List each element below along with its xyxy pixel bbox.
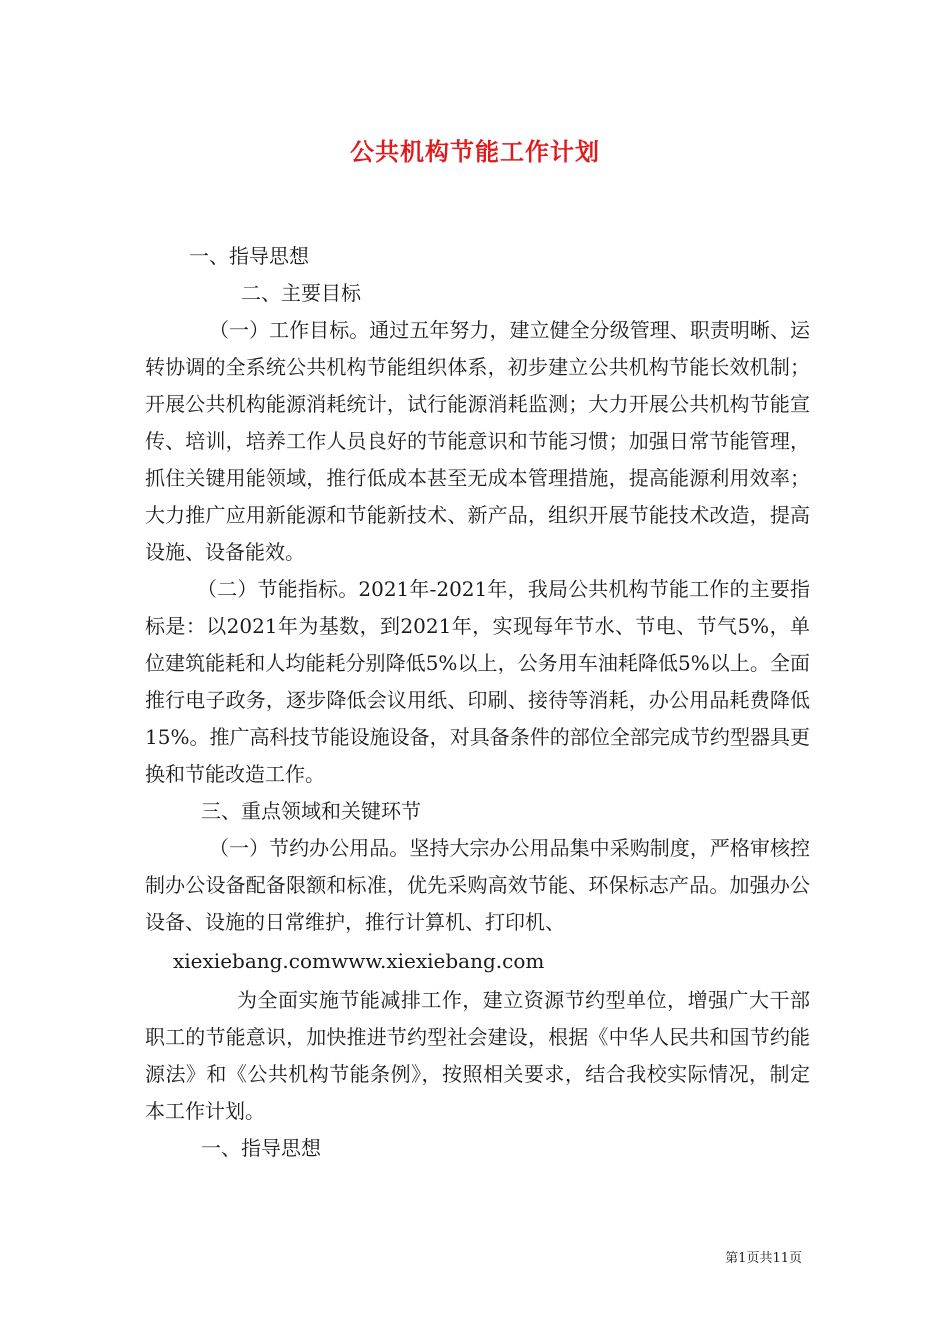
section-heading-guiding-thought-2: 一、指导思想 [201, 1136, 321, 1160]
paragraph-intro: 为全面实施节能减排工作，建立资源节约型单位，增强广大干部职工的节能意识，加快推进节约型社会建设，根据《中华人民共和国节约能源法》和《公共机构节能条例》，按照相关要求，结合我校实际情况，制定本工作计划。 [145, 988, 810, 1123]
paragraph-energy-indicators: （二）节能指标。2021年-2021年，我局公共机构节能工作的主要指标是：以2021年为基数，到2021年，实现每年节水、节电、节气5%，单位建筑能耗和人均能耗分别降低5%以上，公务用车油耗降低5%以上。全面推行电子政务，逐步降低会议用纸、印刷、接待等消耗，办公用品耗费降低15%。推广高科技节能设施设备，对具备条件的部位全部完成节约型器具更换和节能改造工作。 [145, 577, 810, 786]
section-heading-key-areas: 三、重点领域和关键环节 [201, 799, 421, 823]
page-number: 第1页共11页 [725, 1251, 802, 1266]
section-heading-main-goals: 二、主要目标 [241, 281, 361, 305]
document-title: 公共机构节能工作计划 [350, 137, 600, 166]
paragraph-work-goals: （一）工作目标。通过五年努力，建立健全分级管理、职责明晰、运转协调的全系统公共机构节能组织体系，初步建立公共机构节能长效机制；开展公共机构能源消耗统计，试行能源消耗监测；大力开展公共机构节能宣传、培训，培养工作人员良好的节能意识和节能习惯；加强日常节能管理，抓住关键用能领域，推行低成本甚至无成本管理措施，提高能源利用效率；大力推广应用新能源和节能新技术、新产品，组织开展节能技术改造，提高设施、设备能效。 [145, 318, 810, 564]
paragraph-office-supplies: （一）节约办公用品。坚持大宗办公用品集中采购制度，严格审核控制办公设备配备限额和标准，优先采购高效节能、环保标志产品。加强办公设备、设施的日常维护，推行计算机、打印机、 [145, 836, 810, 934]
section-heading-guiding-thought: 一、指导思想 [189, 244, 309, 268]
document-body [145, 238, 810, 1167]
watermark-url-text: xiexiebang.comwww.xiexiebang.com [173, 949, 545, 973]
